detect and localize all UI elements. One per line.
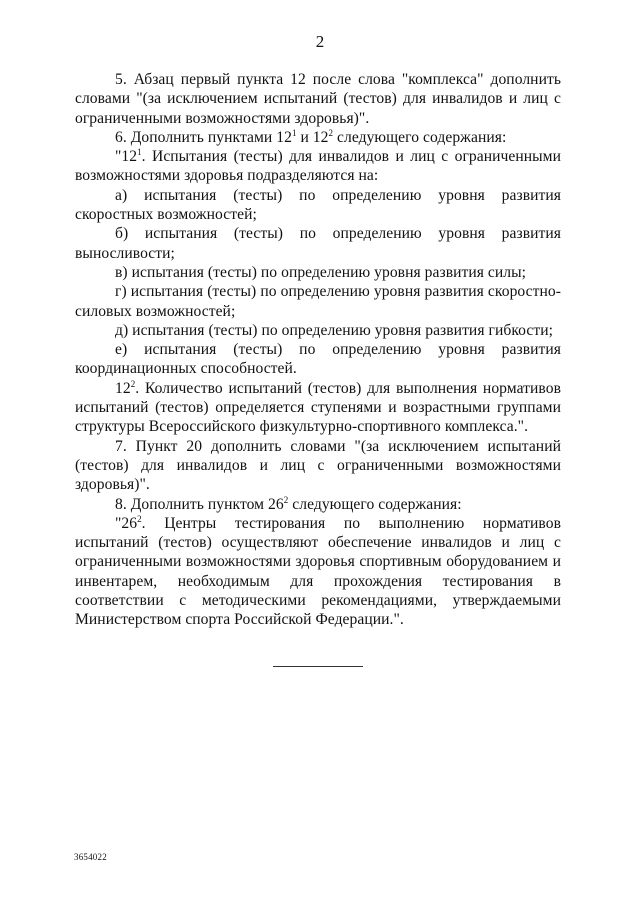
paragraph-item-6: 6. Дополнить пунктами $12^1$ и $12^2$ следующего содержания: <box>115 127 507 146</box>
paragraph-12-1: "$12^1$. Испытания (тесты) для инвалидов и лиц с ограниченными возможностями здоровья подразделяются на: <box>75 147 561 185</box>
paragraph-item-7: 7. Пункт 20 дополнить словами "(за исключением испытаний (тестов) для инвалидов и лиц с ограниченными возможностями здоровья)". <box>75 437 561 494</box>
list-item-a: а) испытания (тесты) по определению уровня развития скоростных возможностей; <box>75 186 561 224</box>
list-item-e: е) испытания (тесты) по определению уровня развития координационных способностей. <box>75 341 561 378</box>
page-number: 2 <box>315 32 325 51</box>
list-item-b: б) испытания (тесты) по определению уровня развития выносливости; <box>75 225 561 262</box>
document-code: 3654022 <box>74 852 107 862</box>
paragraph-26-2: "$26^2$. Центры тестирования по выполнению нормативов испытаний (тестов) осуществляют обеспечение инвалидов и лиц с ограниченными возможностями здоровья спортивным оборудованием и инвентарем, необходимым для прохождения тестирования в соответствии с методическими рекомендациями, утверждаемыми Министерством спорта Российской Федерации.". <box>75 513 561 629</box>
paragraph-item-5: 5. Абзац первый пункта 12 после слова "комплекса" дополнить словами "(за исключением испытаний (тестов) для инвалидов и лиц с ограниченными возможностями здоровья)". <box>75 71 561 127</box>
paragraph-item-8: 8. Дополнить пунктом $26^2$ следующего содержания: <box>115 494 462 513</box>
end-divider <box>273 666 363 667</box>
paragraph-12-2: $12^2$. Количество испытаний (тестов) для выполнения нормативов испытаний (тестов) определяется ступенями и возрастными группами структуры Всероссийского физкультурно-спортивного комплекса.". <box>75 378 561 436</box>
list-item-g: г) испытания (тесты) по определению уровня развития скоростно-силовых возможностей; <box>75 283 561 320</box>
document-body <box>75 70 561 630</box>
list-item-d: д) испытания (тесты) по определению уровня развития гибкости; <box>115 321 554 339</box>
list-item-v: в) испытания (тесты) по определению уровня развития силы; <box>115 263 527 281</box>
